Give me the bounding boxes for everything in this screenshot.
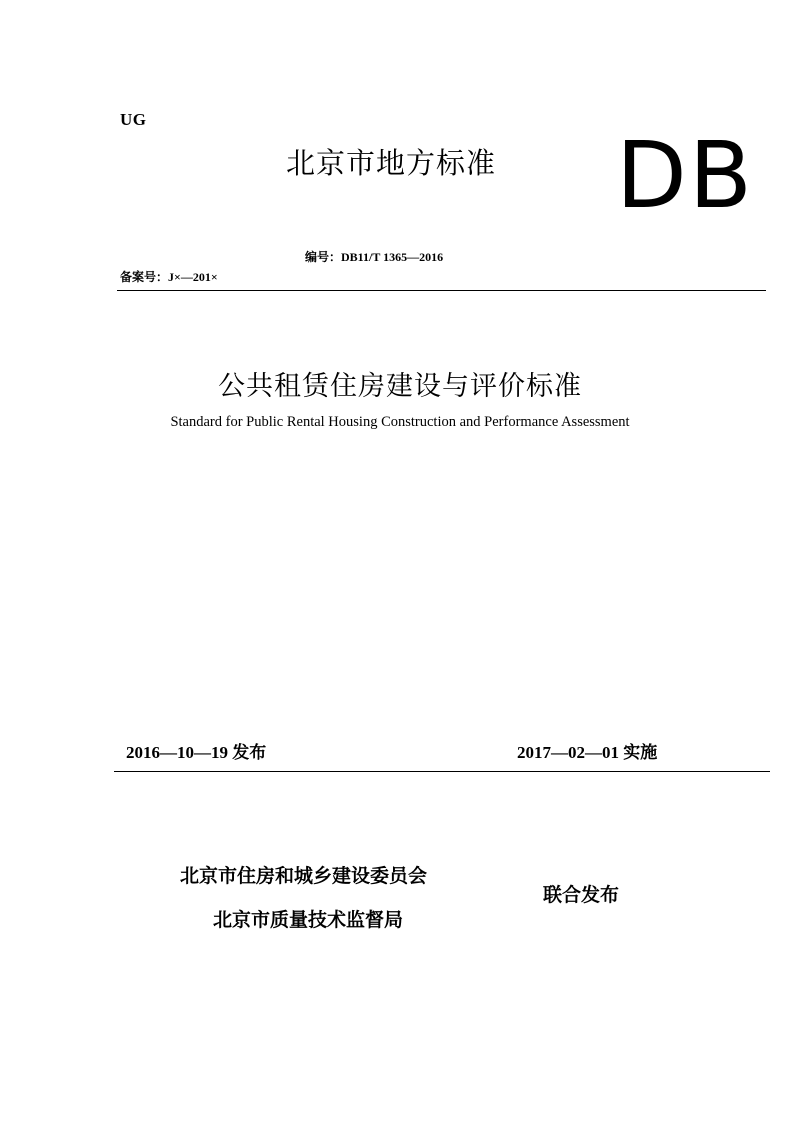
issuing-authority-housing: 北京市住房和城乡建设委员会 [180, 865, 428, 887]
issuing-authority-quality: 北京市质量技术监督局 [213, 909, 404, 931]
top-divider [117, 290, 766, 291]
document-title-chinese: 公共租赁住房建设与评价标准 [218, 371, 582, 402]
standard-type-heading: 北京市地方标准 [286, 146, 497, 180]
db-logo: DB [616, 122, 754, 229]
classification-code: UG [120, 110, 147, 129]
joint-issue-label: 联合发布 [543, 884, 620, 906]
issue-date: 2016—10—19 发布 [126, 743, 267, 762]
bottom-divider [114, 771, 770, 772]
document-title-english: Standard for Public Rental Housing Construction and Performance Assessment [170, 414, 630, 430]
standard-number: 编号：DB11/T 1365—2016 [305, 250, 444, 264]
effective-date: 2017—02—01 实施 [517, 743, 658, 762]
record-number: 备案号：J×—201× [120, 270, 218, 284]
